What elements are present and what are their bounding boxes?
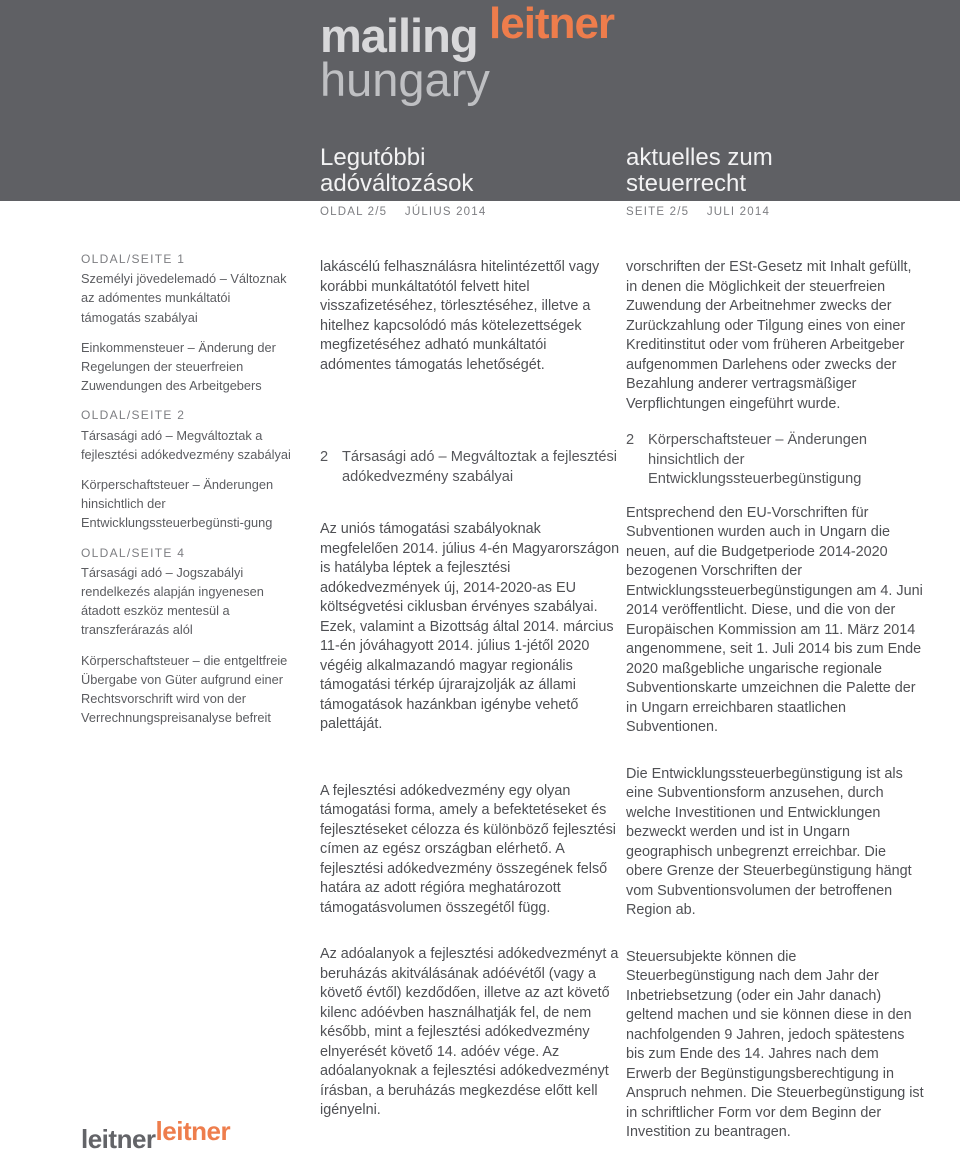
toc-entry[interactable]: Körperschaftsteuer – Änderungen hinsichtlich der Entwicklungssteuerbegünsti-gung [81,477,274,531]
toc-entry[interactable]: Einkommensteuer – Änderung der Regelungen der steuerfreien Zuwendungen des Arbeitgebers [81,339,276,394]
toc-group [81,544,291,728]
header-band [0,0,960,201]
de-page-label: SEITE 2/5 [626,206,690,218]
footer-logo [81,1116,231,1154]
hu-section-heading [320,448,620,487]
hu-section-number: 2 [320,449,329,465]
toc-page-label: OLDAL/SEITE 4 [81,545,186,560]
brand-mailing: mailing [320,9,478,62]
toc-entry[interactable]: Személyi jövedelemadó – Változnak az adómentes munkáltatói támogatás szabályai [81,271,287,325]
hu-paragraph: A fejlesztési adókedvezmény egy olyan támogatási forma, amely a befektetéseket és fejlesztéseket célozza és különböző fejlesztési címen az egész országban elérhető. A fejlesztési adókedvezmény összegének felső határa az adott régióra meghatározott támogatásvolumen összegétől függ. [320,782,616,916]
footer-logo-leitner-orange: leitner [155,1116,231,1146]
toc-group [81,406,291,532]
hu-page-label: OLDAL 2/5 [320,206,388,218]
footer-logo-leitner-gray: leitner [81,1124,156,1154]
de-date: JULI 2014 [706,206,771,218]
hu-column [320,258,620,1121]
toc-entry[interactable]: Társasági adó – Jogszabályi rendelkezés alapján ingyenesen átadott eszköz mentesül a transzferárazás alól [81,564,264,638]
de-page-meta [626,206,770,218]
de-paragraph: Steuersubjekte können die Steuerbegünstigung nach dem Jahr der Inbetriebsetzung (oder ein Jahr danach) geltend machen und sie können diese in den nachfolgenden 9 Jahren, jedoch spätestens bis zum Ende des 14. Jahres nach dem Erwerb der Begünstigungsberechtigung in Anspruch nehmen. Die Steuerbegünstigung ist in schriftlicher Form vor dem Beginn der Investition zu beantragen. [626,948,924,1140]
de-paragraph: Die Entwicklungssteuerbegünstigung ist als eine Subventionsform anzusehen, durch welche Investitionen und Entwicklungen bezweckt werden und ist in Ungarn geographisch unbegrenzt erreichbar. Die obere Grenze der Steuerbegünstigung hängt vom Subventionsvolumen der betroffenen Region ab. [626,765,912,918]
toc-entry[interactable]: Körperschaftsteuer – die entgeltfreie Übergabe von Güter aufgrund einer Rechtsvorschrift wird von der Verrechnungspreisanalyse befreit [81,652,288,726]
de-paragraph: Entsprechend den EU-Vorschriften für Subventionen wurden auch in Ungarn die neuen, auf die Budgetperiode 2014-2020 bezogenen Vorschriften der Entwicklungssteuerbegünstigungen am 4. Juni 2014 veröffentlicht. Diese, und die von der Europäischen Kommission am 11. März 2014 angenommene, seit 1. Juli 2014 bis zum Ende 2020 maßgebliche ungarische regionale Subventionskarte umzeichnen die Palette der in Ungarn erreichbaren staatlichen Subventionen. [626,504,923,735]
de-title-line1: aktuelles zum [626,144,773,171]
hu-title-line2: adóváltozások [320,170,474,197]
table-of-contents [81,250,291,738]
hu-paragraph: Az uniós támogatási szabályoknak megfelelően 2014. július 4-én Magyarországon is hatályba léptek a fejlesztési adókedvezmények új, 2014-2020-as EU költségvetési ciklusban érvényes szabályai. Ezek, valamint a Bizottság által 2014. március 11-én jóváhagyott 2014. július 1-jétől 2020 végéig alkalmazandó magyar regionális támogatási térkép újrarajzolják az állami támogatások hazánkban igénybe vehető palettáját. [320,521,620,732]
de-section-number: 2 [626,432,635,448]
hu-date: JÚLIUS 2014 [404,206,487,218]
toc-page-label: OLDAL/SEITE 1 [81,252,186,266]
de-title-line2: steuerrecht [626,170,747,197]
hu-page-meta [320,206,486,218]
de-section-heading [626,431,926,490]
brand-hungary: hungary [320,53,490,106]
de-title [626,145,926,197]
toc-page-label: OLDAL/SEITE 2 [81,408,186,423]
hu-title [320,145,620,197]
hu-title-line1: Legutóbbi [320,144,426,171]
brand-leitner: leitner [489,0,615,48]
hu-section-title: Társasági adó – Megváltoztak a fejlesztési adókedvezmény szabályai [342,449,617,485]
de-column [626,258,926,1143]
hu-paragraph: Az adóalanyok a fejlesztési adókedvezményt a beruházás akitválásának adóévétől (vagy a követő évtől) kezdődően, illetve az azt követő kilenc adóévben használhatják fel, de nem később, mint a fejlesztési adókedvezmény elnyerését követő 14. adóév vége. Az adóalanyoknak a fejlesztési adókedvezményt írásban, a beruházás megkezdése előtt kell igényelni. [320,946,619,1118]
toc-group [81,250,291,395]
de-section-title: Körperschaftsteuer – Änderungen hinsichtlich der Entwicklungssteuerbegünstigung [648,432,868,487]
toc-entry[interactable]: Társasági adó – Megváltoztak a fejlesztési adókedvezmény szabályai [81,427,291,462]
hu-intro-paragraph: lakáscélú felhasználásra hitelintézettől vagy korábbi munkáltatótól felvett hitel visszafizetéséhez, törlesztéséhez, illetve a hitelhez kapcsolódó más kötelezettségek megfizetéséhez adható munkáltatói adómentes támogatás lehetőségét. [320,259,600,373]
de-intro-paragraph: vorschriften der ESt-Gesetz mit Inhalt gefüllt, in denen die Möglichkeit der steuerfreien Zuwendung der Arbeitnehmer zwecks der Zurückzahlung oder Tilgung eines von einer Kreditinstitut oder vom früheren Arbeitgeber aufgenommen Darlehens oder zwecks der Bezahlung anderer vertragsmäßiger Verpflichtungen eingeführt wurde. [626,259,912,412]
